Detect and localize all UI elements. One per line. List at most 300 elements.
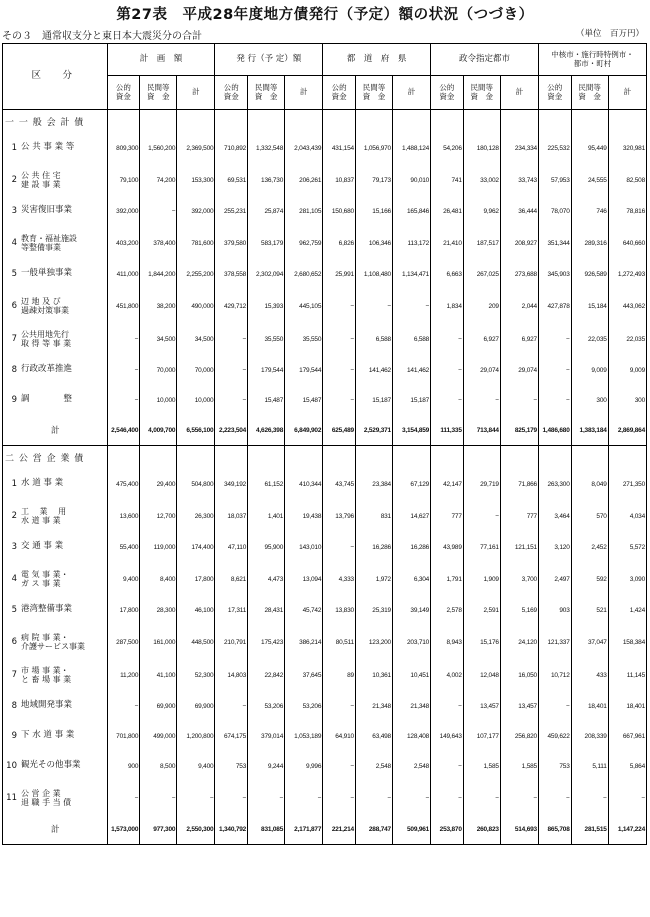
cell-value: 2,369,500 [177,134,215,164]
cell-value: 8,049 [571,470,608,500]
cell-value: 25,991 [323,260,356,290]
cell-value [608,446,646,470]
cell-value [323,110,356,134]
cell-value: − [431,752,464,782]
cell-value: 8,500 [140,752,177,782]
cell-value: 3,120 [538,533,571,563]
cell-value: 21,410 [431,227,464,260]
cell-value: − [392,290,430,323]
cell-value: 6,663 [431,260,464,290]
table-row [3,752,647,782]
cell-value: 63,498 [355,722,392,752]
table-row [3,197,647,227]
cell-value: 35,550 [285,323,323,356]
cell-value: 15,184 [571,290,608,323]
cell-value: 179,544 [248,356,285,386]
cell-value: 16,286 [392,533,430,563]
table-row [3,386,647,416]
group-header: 中核市・施行時特例市・ 都市・町村 [538,44,646,76]
cell-value: 273,688 [500,260,538,290]
cell-value: 18,401 [608,692,646,722]
cell-value: − [140,782,177,815]
cell-value: 12,048 [463,659,500,692]
cell-value: 9,996 [285,752,323,782]
cell-value: 150,680 [323,197,356,227]
cell-value: 36,444 [500,197,538,227]
cell-value: 70,000 [140,356,177,386]
cell-value: − [248,782,285,815]
table-row [3,500,647,533]
cell-value: 203,710 [392,626,430,659]
cell-value: 123,200 [355,626,392,659]
cell-value: 179,544 [285,356,323,386]
cell-value: 509,961 [392,815,430,845]
cell-value: 46,100 [177,596,215,626]
cell-value: 34,500 [140,323,177,356]
cell-value [392,446,430,470]
cell-value: − [107,356,140,386]
cell-value: 281,105 [285,197,323,227]
row-label: 8 地域開発事業 [3,692,108,722]
cell-value: 18,401 [571,692,608,722]
cell-value [463,110,500,134]
row-label: 7 市 場 事 業・ と 畜 場 事 業 [3,659,108,692]
cell-value: 2,452 [571,533,608,563]
table-row [3,563,647,596]
cell-value: − [431,386,464,416]
cell-value: 2,302,094 [248,260,285,290]
cell-value: 6,927 [500,323,538,356]
row-label: 一 一 般 会 計 債 [3,110,108,134]
cell-value: 349,192 [215,470,248,500]
cell-value: 1,844,200 [140,260,177,290]
cell-value [248,110,285,134]
cell-value: 5,169 [500,596,538,626]
cell-value: 4,626,398 [248,416,285,446]
cell-value: 289,316 [571,227,608,260]
row-label: 5 一般単独事業 [3,260,108,290]
row-label: 9 調 整 [3,386,108,416]
cell-value: 777 [431,500,464,533]
cell-value: 2,223,504 [215,416,248,446]
cell-value: 165,846 [392,197,430,227]
cell-value: 26,481 [431,197,464,227]
cell-value: 78,070 [538,197,571,227]
cell-value: 2,548 [355,752,392,782]
cell-value: 24,555 [571,164,608,197]
cell-value: 26,300 [177,500,215,533]
cell-value: 5,572 [608,533,646,563]
cell-value: 210,791 [215,626,248,659]
cell-value: 9,400 [177,752,215,782]
cell-value: − [323,323,356,356]
unit-label: （単位 百万円） [575,29,644,39]
cell-value: 5,864 [608,752,646,782]
cell-value: 69,531 [215,164,248,197]
cell-value: 25,319 [355,596,392,626]
cell-value: 2,578 [431,596,464,626]
cell-value [500,110,538,134]
cell-value: − [323,752,356,782]
cell-value: 29,074 [500,356,538,386]
sub-header: 計 [608,76,646,110]
cell-value: − [500,782,538,815]
cell-value: 9,009 [608,356,646,386]
cell-value: 113,172 [392,227,430,260]
cell-value: 255,231 [215,197,248,227]
cell-value: 448,500 [177,626,215,659]
table-row [3,692,647,722]
cell-value: 19,438 [285,500,323,533]
cell-value: 38,200 [140,290,177,323]
cell-value: 10,451 [392,659,430,692]
cell-value: 11,145 [608,659,646,692]
table-row [3,659,647,692]
cell-value [355,110,392,134]
section-row [3,446,647,470]
cell-value: 208,927 [500,227,538,260]
cell-value: 2,529,371 [355,416,392,446]
cell-value: 3,700 [500,563,538,596]
table-row [3,260,647,290]
cell-value [392,110,430,134]
cell-value [140,446,177,470]
cell-value: 55,400 [107,533,140,563]
cell-value: 25,874 [248,197,285,227]
sub-header: 民間等 資 金 [248,76,285,110]
row-label: 1 公 共 事 業 等 [3,134,108,164]
cell-value [355,446,392,470]
bond-issuance-table [2,43,647,845]
cell-value: 82,508 [608,164,646,197]
cell-value: 208,339 [571,722,608,752]
cell-value: − [323,386,356,416]
cell-value: 10,000 [177,386,215,416]
cell-value: 6,588 [355,323,392,356]
sub-header: 公的 資金 [431,76,464,110]
table-subtitle: その３ 通常収支分と東日本大震災分の合計 [2,31,202,42]
cell-value: 14,803 [215,659,248,692]
cell-value: 21,348 [355,692,392,722]
cell-value: 2,869,864 [608,416,646,446]
cell-value: 180,128 [463,134,500,164]
cell-value: 161,000 [140,626,177,659]
cell-value: 674,175 [215,722,248,752]
cell-value: − [140,197,177,227]
cell-value: 13,600 [107,500,140,533]
cell-value: 29,400 [140,470,177,500]
cell-value: − [538,692,571,722]
cell-value: − [431,356,464,386]
cell-value: 300 [571,386,608,416]
cell-value: − [323,290,356,323]
cell-value: 1,340,792 [215,815,248,845]
cell-value: 253,870 [431,815,464,845]
cell-value [215,446,248,470]
cell-value: 2,680,652 [285,260,323,290]
cell-value: 53,206 [248,692,285,722]
sub-header: 計 [392,76,430,110]
cell-value: 34,500 [177,323,215,356]
cell-value: 1,909 [463,563,500,596]
cell-value: 143,010 [285,533,323,563]
cell-value: 15,187 [355,386,392,416]
cell-value: 288,747 [355,815,392,845]
cell-value: 865,708 [538,815,571,845]
cell-value: 271,350 [608,470,646,500]
cell-value: 15,187 [392,386,430,416]
cell-value: 6,849,902 [285,416,323,446]
cell-value: 67,129 [392,470,430,500]
cell-value: 962,759 [285,227,323,260]
cell-value: 781,600 [177,227,215,260]
table-row [3,626,647,659]
cell-value: 12,700 [140,500,177,533]
cell-value: 17,800 [107,596,140,626]
cell-value: 6,556,100 [177,416,215,446]
cell-value: 42,147 [431,470,464,500]
cell-value [248,446,285,470]
cell-value: 281,515 [571,815,608,845]
cell-value [431,446,464,470]
cell-value: − [538,782,571,815]
cell-value: 13,457 [463,692,500,722]
cell-value: − [215,323,248,356]
cell-value: 386,214 [285,626,323,659]
cell-value: 977,300 [140,815,177,845]
cell-value: − [107,782,140,815]
cell-value: 43,745 [323,470,356,500]
cell-value: 410,344 [285,470,323,500]
cell-value: − [323,692,356,722]
cell-value: − [431,692,464,722]
table-row [3,356,647,386]
cell-value: 77,161 [463,533,500,563]
cell-value: 6,826 [323,227,356,260]
cell-value: 15,176 [463,626,500,659]
cell-value: 16,286 [355,533,392,563]
cell-value: 710,892 [215,134,248,164]
table-row [3,470,647,500]
cell-value: 69,900 [177,692,215,722]
row-label: 6 辺 地 及 び 過疎対策事業 [3,290,108,323]
cell-value: − [463,500,500,533]
cell-value: 753 [215,752,248,782]
cell-value: − [107,323,140,356]
cell-value: 451,800 [107,290,140,323]
cell-value: 6,588 [392,323,430,356]
cell-value: 41,100 [140,659,177,692]
cell-value: 1,053,189 [285,722,323,752]
cell-value: 1,200,800 [177,722,215,752]
cell-value: − [215,782,248,815]
row-label: 5 港湾整備事業 [3,596,108,626]
cell-value: 6,927 [463,323,500,356]
cell-value: 2,255,200 [177,260,215,290]
cell-value: 28,431 [248,596,285,626]
cell-value: 9,962 [463,197,500,227]
cell-value: 11,200 [107,659,140,692]
cell-value: 1,834 [431,290,464,323]
cell-value: 392,000 [107,197,140,227]
cell-value: 13,796 [323,500,356,533]
cell-value: 504,800 [177,470,215,500]
cell-value: 429,712 [215,290,248,323]
cell-value: 78,816 [608,197,646,227]
cell-value [285,110,323,134]
table-row [3,722,647,752]
cell-value: 427,878 [538,290,571,323]
cell-value: 15,487 [285,386,323,416]
table-row [3,782,647,815]
cell-value: 10,361 [355,659,392,692]
row-label: 計 [3,416,108,446]
cell-value: 90,010 [392,164,430,197]
cell-value: 2,171,877 [285,815,323,845]
cell-value: 28,300 [140,596,177,626]
cell-value: 2,546,400 [107,416,140,446]
cell-value: 4,333 [323,563,356,596]
cell-value: 10,837 [323,164,356,197]
cell-value: 22,035 [608,323,646,356]
cell-value: 17,311 [215,596,248,626]
cell-value: 35,550 [248,323,285,356]
sub-header: 民間等 資 金 [571,76,608,110]
table-row [3,164,647,197]
cell-value: 141,462 [355,356,392,386]
cell-value: 1,488,124 [392,134,430,164]
cell-value: 378,400 [140,227,177,260]
cell-value: − [355,782,392,815]
row-header: 区 分 [3,44,108,110]
cell-value: 4,034 [608,500,646,533]
cell-value: 263,300 [538,470,571,500]
sub-header: 公的 資金 [538,76,571,110]
cell-value: 809,300 [107,134,140,164]
row-label: 二 公 営 企 業 債 [3,446,108,470]
cell-value: 47,110 [215,533,248,563]
cell-value: 345,903 [538,260,571,290]
row-label: 計 [3,815,108,845]
cell-value: 37,047 [571,626,608,659]
cell-value: 411,000 [107,260,140,290]
cell-value: 8,400 [140,563,177,596]
table-row [3,533,647,563]
cell-value: 57,953 [538,164,571,197]
cell-value: 475,400 [107,470,140,500]
cell-value: 1,560,200 [140,134,177,164]
group-header: 発 行（予 定）額 [215,44,323,76]
cell-value: 175,423 [248,626,285,659]
cell-value: − [608,782,646,815]
row-label: 3 災害復旧事業 [3,197,108,227]
cell-value: 52,300 [177,659,215,692]
cell-value: 10,712 [538,659,571,692]
cell-value: 209 [463,290,500,323]
sub-header: 公的 資金 [215,76,248,110]
cell-value: 746 [571,197,608,227]
cell-value: 1,134,471 [392,260,430,290]
cell-value: 701,800 [107,722,140,752]
group-header: 政令指定都市 [431,44,539,76]
cell-value: 71,866 [500,470,538,500]
cell-value: 443,062 [608,290,646,323]
cell-value: 445,105 [285,290,323,323]
cell-value: − [500,386,538,416]
cell-value: 900 [107,752,140,782]
total-row [3,416,647,446]
cell-value: − [538,386,571,416]
cell-value: 490,000 [177,290,215,323]
cell-value: 29,719 [463,470,500,500]
cell-value: 1,573,000 [107,815,140,845]
cell-value: 8,621 [215,563,248,596]
cell-value: 713,844 [463,416,500,446]
cell-value: 37,645 [285,659,323,692]
cell-value: 777 [500,500,538,533]
cell-value: 10,000 [140,386,177,416]
cell-value: 379,014 [248,722,285,752]
cell-value: 18,037 [215,500,248,533]
cell-value: 1,972 [355,563,392,596]
cell-value: 106,346 [355,227,392,260]
cell-value: 15,393 [248,290,285,323]
cell-value: 926,589 [571,260,608,290]
cell-value: 13,094 [285,563,323,596]
cell-value: 158,384 [608,626,646,659]
cell-value: 79,173 [355,164,392,197]
row-label: 7 公共用地先行 取 得 等 事 業 [3,323,108,356]
cell-value: 403,200 [107,227,140,260]
cell-value: 1,108,480 [355,260,392,290]
cell-value [323,446,356,470]
cell-value: 1,585 [463,752,500,782]
cell-value [538,110,571,134]
cell-value: 43,989 [431,533,464,563]
cell-value: 95,900 [248,533,285,563]
cell-value: 351,344 [538,227,571,260]
cell-value: 667,961 [608,722,646,752]
cell-value [571,110,608,134]
cell-value: 521 [571,596,608,626]
cell-value: 234,334 [500,134,538,164]
cell-value: 514,693 [500,815,538,845]
cell-value: − [107,692,140,722]
cell-value: 54,206 [431,134,464,164]
sub-header: 計 [285,76,323,110]
cell-value: 1,791 [431,563,464,596]
cell-value: 431,154 [323,134,356,164]
table-row [3,134,647,164]
cell-value: 74,200 [140,164,177,197]
cell-value: 3,154,859 [392,416,430,446]
cell-value [107,446,140,470]
cell-value [215,110,248,134]
cell-value: 379,580 [215,227,248,260]
cell-value: 149,643 [431,722,464,752]
cell-value: 16,050 [500,659,538,692]
cell-value: 29,074 [463,356,500,386]
cell-value: − [323,356,356,386]
cell-value: 4,473 [248,563,285,596]
sub-header: 民間等 資 金 [140,76,177,110]
cell-value: − [215,386,248,416]
section-row [3,110,647,134]
cell-value: 21,348 [392,692,430,722]
cell-value: 741 [431,164,464,197]
cell-value: 53,206 [285,692,323,722]
sub-header: 計 [500,76,538,110]
